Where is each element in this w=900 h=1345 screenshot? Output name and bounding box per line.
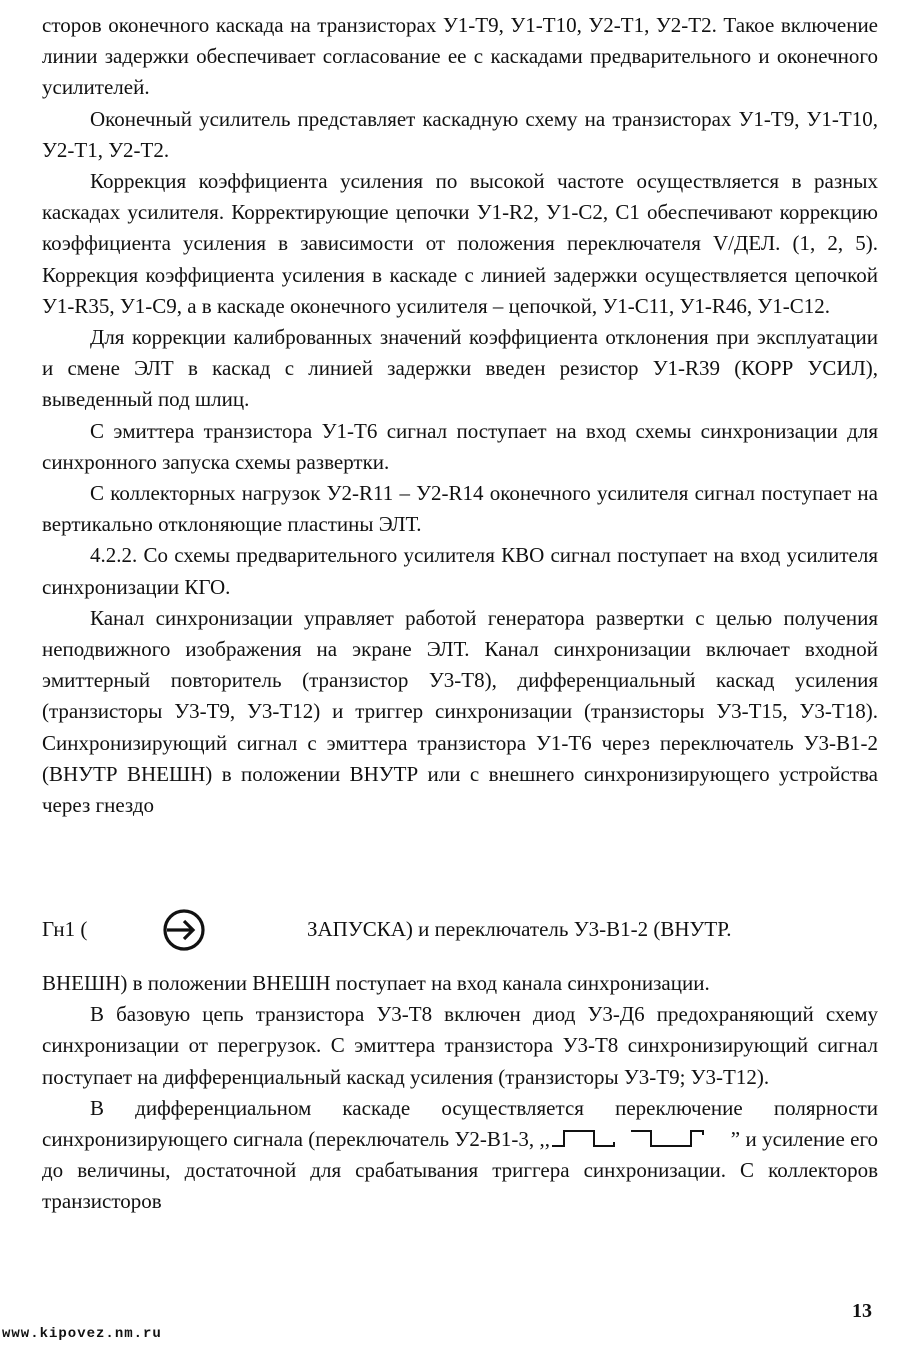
pulse-paragraph-end: и усиление его до величины, достаточной для срабатывания триггера синхронизации. С коллекторов транзисторов — [42, 1127, 879, 1214]
paragraph: Канал синхронизации управляет работой генератора развертки с целью получения неподвижного изображения на экране ЭЛТ. Канал синхронизации включает входной эмиттерный повторитель (транзистор У3-Т8), дифференциальный каскад усиления (транзисторы У3-Т9, У3-Т12) и триггер синхронизации (транзисторы У3-Т15, У3-Т18). Синхронизирующий сигнал с эмиттера транзистора У1-Т6 через переключатель У3-В1-2 (ВНУТР ВНЕШН) в положении ВНУТР или с внешнего синхронизирующего устройства через гнездо — [42, 605, 878, 818]
trigger-input-symbol-icon — [160, 906, 208, 954]
page-number: 13 — [852, 1300, 872, 1322]
paragraph: 4.2.2. Со схемы предварительного усилителя КВО сигнал поступает на вход усилителя синхронизации КГО. — [42, 543, 878, 599]
paragraph: Для коррекции калиброванных значений коэффициента отклонения при эксплуатации и смене ЭЛТ в каскад с линией задержки введен резистор У1-R39 (КОРР УСИЛ), выведенный под шлиц. — [42, 325, 878, 412]
open-quote: ,, — [539, 1127, 550, 1152]
paragraph: С эмиттера транзистора У1-Т6 сигнал поступает на вход схемы синхронизации для синхронного запуска схемы развертки. — [42, 418, 878, 474]
paragraph: С коллекторных нагрузок У2-R11 – У2-R14 оконечного усилителя сигнал поступает на вертикально отклоняющие пластины ЭЛТ. — [42, 481, 878, 537]
lower-text — [42, 968, 878, 1218]
paragraph: Оконечный усилитель представляет каскадную схему на транзисторах У1-Т9, У1-Т10, У2-Т1, У2-Т2. — [42, 106, 878, 162]
symbol-line-prefix: Гн1 ( — [42, 917, 88, 941]
body-text — [42, 10, 878, 821]
close-quote: ” — [730, 1127, 741, 1152]
pulse-paragraph-start: В дифференциальном каскаде осуществляется переключение полярности синхронизирующего сигнала (переключатель У2-В1-3, — [42, 1095, 878, 1152]
paragraph: ВНЕШН) в положении ВНЕШН поступает на вход канала синхронизации. — [42, 971, 710, 995]
paragraph: сторов оконечного каскада на транзисторах У1-Т9, У1-Т10, У2-Т1, У2-Т2. Такое включение линии задержки обеспечивает согласование ее с каскадами предварительного и оконечного усилителей. — [42, 13, 878, 100]
negative-pulse-icon — [629, 1128, 725, 1148]
footer-url: www.kipovez.nm.ru — [2, 1326, 162, 1342]
symbol-line — [42, 912, 878, 968]
symbol-line-suffix: ЗАПУСКА) и переключатель У3-В1-2 (ВНУТР. — [307, 917, 732, 941]
paragraph: В базовую цепь транзистора У3-Т8 включен диод У3-Д6 предохраняющий схему синхронизации от перегрузок. С эмиттера транзистора У3-Т8 синхронизирующий сигнал поступает на дифференциальный каскад усиления (транзисторы У3-Т9; У3-Т12). — [42, 1002, 878, 1089]
pulse-paragraph — [42, 1093, 878, 1218]
positive-pulse-icon — [550, 1128, 624, 1148]
paragraph: Коррекция коэффициента усиления по высокой частоте осуществляется в разных каскадах усилителя. Корректирующие цепочки У1-R2, У1-С2, С1 обеспечивают коррекцию коэффициента усиления в зависимости от положения переключателя V/ДЕЛ. (1, 2, 5). Коррекция коэффициента усиления в каскаде с линией задержки осуществляется цепочкой У1-R35, У1-С9, а в каскаде оконечного усилителя – цепочкой, У1-С11, У1-R46, У1-С12. — [42, 169, 878, 318]
